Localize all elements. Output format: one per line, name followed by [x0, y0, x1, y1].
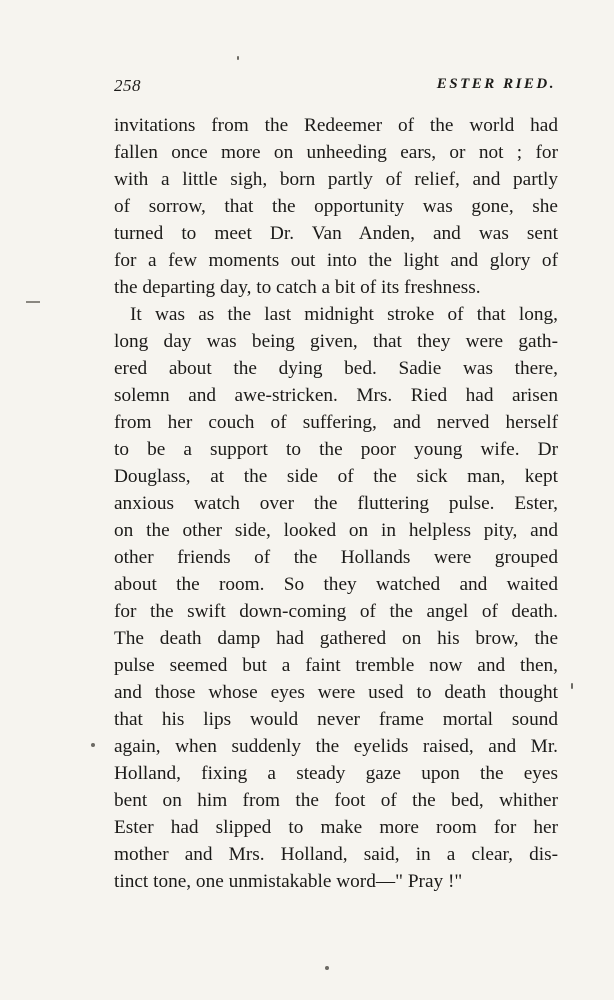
text-line: bent on him from the foot of the bed, whither — [114, 790, 558, 811]
text-line: Ester had slipped to make more room for her — [114, 817, 558, 838]
text-line: and those whose eyes were used to death thought — [114, 682, 558, 703]
text-line: The death damp had gathered on his brow, the — [114, 628, 558, 649]
paper-speck — [571, 683, 573, 689]
text-line: It was as the last midnight stroke of that long, — [130, 304, 558, 325]
running-title: ESTER RIED. — [436, 76, 556, 92]
text-line: about the room. So they watched and waited — [114, 574, 558, 595]
paper-speck — [237, 56, 239, 60]
text-line: on the other side, looked on in helpless pity, and — [114, 520, 558, 541]
text-line: from her couch of suffering, and nerved herself — [114, 412, 558, 433]
margin-mark — [26, 301, 40, 303]
text-line: ered about the dying bed. Sadie was there, — [114, 358, 558, 379]
text-line: pulse seemed but a faint tremble now and then, — [114, 655, 558, 676]
text-line: of sorrow, that the opportunity was gone, she — [114, 196, 558, 217]
paper-speck — [325, 966, 329, 970]
text-line: again, when suddenly the eyelids raised, and Mr. — [114, 736, 558, 757]
text-line: that his lips would never frame mortal sound — [114, 709, 558, 730]
text-line: tinct tone, one unmistakable word—" Pray !" — [114, 871, 463, 892]
body-text — [114, 112, 558, 895]
text-line: the departing day, to catch a bit of its freshness. — [114, 277, 481, 298]
text-line: long day was being given, that they were gath- — [114, 331, 558, 352]
paragraph-2 — [114, 301, 558, 895]
text-line: fallen once more on unheeding ears, or not ; for — [114, 142, 558, 163]
text-line: Douglass, at the side of the sick man, kept — [114, 466, 558, 487]
text-line: anxious watch over the fluttering pulse. Ester, — [114, 493, 558, 514]
text-line: for the swift down-coming of the angel of death. — [114, 601, 558, 622]
text-line: solemn and awe-stricken. Mrs. Ried had arisen — [114, 385, 558, 406]
text-line: invitations from the Redeemer of the world had — [114, 115, 558, 136]
text-line: turned to meet Dr. Van Anden, and was sent — [114, 223, 558, 244]
text-line: with a little sigh, born partly of relief, and partly — [114, 169, 558, 190]
paragraph-1 — [114, 112, 558, 301]
running-head — [114, 76, 558, 100]
paper-speck — [91, 743, 95, 747]
text-line: Holland, fixing a steady gaze upon the eyes — [114, 763, 558, 784]
text-line: mother and Mrs. Holland, said, in a clear, dis- — [114, 844, 558, 865]
page-number: 258 — [114, 76, 141, 95]
text-line: for a few moments out into the light and glory of — [114, 250, 558, 271]
text-line: other friends of the Hollands were grouped — [114, 547, 558, 568]
text-line: to be a support to the poor young wife. Dr — [114, 439, 558, 460]
